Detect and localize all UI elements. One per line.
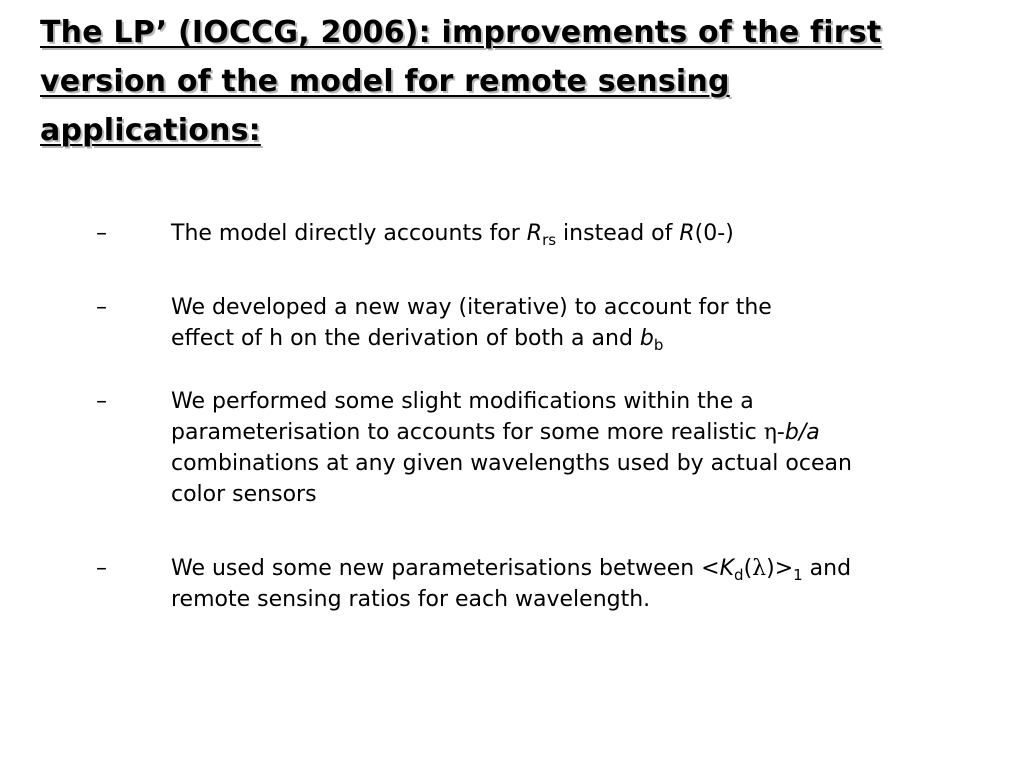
bullet-text-part: effect of h on the derivation of both a and: [171, 326, 640, 351]
bullet-text-part: -: [776, 420, 785, 445]
title-line-2: version of the model for remote sensing: [40, 64, 730, 99]
bullet-text: [171, 218, 981, 249]
bullet-text-part: )>: [766, 556, 794, 581]
bullet-text: [171, 553, 981, 615]
lambda-symbol: λ: [752, 556, 767, 581]
bullet-dash: –: [96, 295, 107, 320]
bullet-dash: –: [96, 389, 107, 414]
title-line-1: The LP’ (IOCCG, 2006): improvements of the first: [40, 15, 882, 50]
variable-r: R: [526, 221, 543, 246]
bullet-text-part: The model directly accounts for: [171, 221, 527, 246]
subscript-rs: rs: [542, 231, 557, 249]
variable-b-over-a: b/a: [784, 420, 820, 445]
subscript-d: d: [734, 566, 744, 584]
bullet-text-part: We used some new parameterisations between <: [171, 556, 720, 581]
bullet-text-part: instead of: [556, 221, 680, 246]
eta-symbol: η: [763, 420, 777, 445]
bullet-text-line: color sensors: [171, 482, 317, 507]
subscript-1: 1: [793, 566, 803, 584]
bullet-text-line: combinations at any given wavelengths used by actual ocean: [171, 451, 852, 476]
title-colon: :: [248, 113, 261, 148]
bullet-text-line: remote sensing ratios for each wavelength.: [171, 587, 651, 612]
bullet-text-part: and: [802, 556, 852, 581]
title-line-3: applications: [40, 113, 249, 148]
bullet-text-part: (: [743, 556, 753, 581]
bullet-text-part: (0-): [694, 221, 734, 246]
bullet-text: [171, 386, 981, 510]
bullet-dash: –: [96, 221, 107, 246]
bullet-dash: –: [96, 556, 107, 581]
subscript-b: b: [653, 336, 664, 354]
bullet-text-part: parameterisation to accounts for some more realistic: [171, 420, 764, 445]
variable-k: K: [719, 556, 735, 581]
bullet-text-line: We performed some slight modifications within the a: [171, 389, 754, 414]
variable-r: R: [679, 221, 695, 246]
bullet-text-line: We developed a new way (iterative) to account for the: [171, 295, 772, 320]
slide-title: [40, 8, 990, 155]
bullet-text: [171, 292, 981, 354]
variable-b: b: [639, 326, 654, 351]
